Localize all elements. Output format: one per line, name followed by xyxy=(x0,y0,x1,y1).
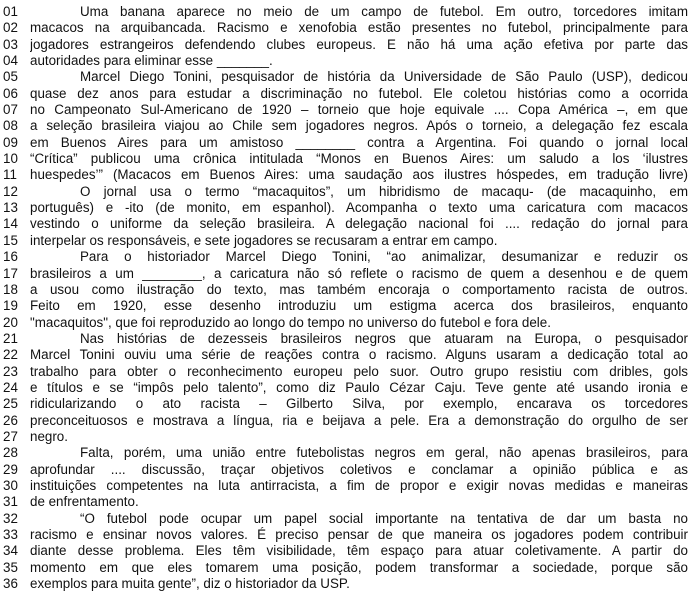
line-text: “O futebol pode ocupar um papel social importante na tentativa de dar um basta no xyxy=(80,510,688,526)
text-line xyxy=(0,576,699,592)
line-text: instituições competentes na luta antirracista, a fim de propor e exigir novas medidas e maneiras xyxy=(30,477,688,493)
text-line xyxy=(0,86,699,102)
line-text: a usou como ilustração do texto, mas também encoraja o comportamento racista de outros. xyxy=(30,281,688,297)
line-text: O jornal usa o termo “macaquitos”, um hibridismo de macaqu- (de macaquinho, em xyxy=(80,183,688,199)
line-text: Para o historiador Marcel Diego Tonini, “ao animalizar, desumanizar e reduzir os xyxy=(80,249,688,265)
line-text: Falta, porém, uma união entre futebolistas negros em geral, não apenas brasileiros, para xyxy=(80,445,688,461)
line-number: 01 xyxy=(3,4,18,19)
text-line xyxy=(0,102,699,118)
line-number: 14 xyxy=(3,216,18,232)
text-line xyxy=(0,233,699,249)
text-line xyxy=(0,249,699,265)
line-text: português) e -ito (de monito, em espanhol). Acompanha o texto uma caricatura com macacos xyxy=(30,200,688,216)
text-line xyxy=(0,151,699,167)
line-text: a seleção brasileira viajou ao Chile sem jogadores negros. Após o torneio, a delegação fez escala xyxy=(30,118,688,134)
text-line xyxy=(0,298,699,314)
text-line xyxy=(0,331,699,347)
text-line xyxy=(0,462,699,478)
line-text: negro. xyxy=(30,428,68,444)
line-number: 24 xyxy=(3,379,18,395)
line-text: trabalho para obter o reconhecimento europeu pelo suor. Outro grupo resistiu com dribles, gols xyxy=(30,363,688,379)
text-line xyxy=(0,396,699,412)
line-number: 30 xyxy=(3,477,18,493)
line-text: Marcel Diego Tonini, pesquisador de história da Universidade de São Paulo (USP), dedicou xyxy=(80,69,688,85)
line-text: diante desse problema. Eles têm visibilidade, têm espaço para atuar coletivamente. A partir do xyxy=(30,543,688,559)
line-text: exemplos para muita gente”, diz o historiador da USP. xyxy=(30,576,350,592)
line-text: Uma banana aparece no meio de um campo de futebol. Em outro, torcedores imitam xyxy=(80,4,688,19)
line-number: 03 xyxy=(3,36,18,52)
text-line xyxy=(0,511,699,527)
line-number: 11 xyxy=(3,167,17,183)
text-line xyxy=(0,200,699,216)
line-number: 26 xyxy=(3,412,18,428)
text-line xyxy=(0,135,699,151)
line-number: 35 xyxy=(3,559,18,575)
text-line xyxy=(0,364,699,380)
line-number: 13 xyxy=(3,200,18,216)
line-number: 31 xyxy=(3,494,18,510)
line-text: jogadores estrangeiros defendendo clubes europeus. E não há uma ação efetiva por parte das xyxy=(30,36,688,52)
line-text: brasileiros a um ________, a caricatura não só reflete o racismo de quem a desenhou e de quem xyxy=(30,265,688,281)
text-line xyxy=(0,266,699,282)
line-text: autoridades para eliminar esse _______. xyxy=(30,53,273,69)
text-line xyxy=(0,413,699,429)
line-number: 21 xyxy=(3,330,18,346)
line-number: 12 xyxy=(3,183,18,199)
text-line xyxy=(0,69,699,85)
line-number: 27 xyxy=(3,428,18,444)
line-text: preconceituosos e mostrava a língua, ria e beijava a pele. Era a demonstração do orgulho de ser xyxy=(30,412,688,428)
line-text: no Campeonato Sul-Americano de 1920 – torneio que hoje equivale .... Copa América –, em que xyxy=(30,102,688,118)
line-number: 32 xyxy=(3,510,18,526)
line-number: 15 xyxy=(3,232,18,248)
text-line xyxy=(0,184,699,200)
line-text: huespedes’” (Macacos em Buenos Aires: uma saudação aos ilustres hóspedes, em tradução livre) xyxy=(30,167,688,183)
text-line xyxy=(0,216,699,232)
line-text: Nas histórias de dezesseis brasileiros negros que atuaram na Europa, o pesquisador xyxy=(80,330,688,346)
line-text: de enfrentamento. xyxy=(30,494,139,510)
text-line xyxy=(0,315,699,331)
text-line xyxy=(0,20,699,36)
line-text: vestindo o uniforme da seleção brasileira. A delegação nacional foi .... redação do jornal para xyxy=(30,216,688,232)
line-text: em Buenos Aires para um amistoso ________ contra a Argentina. Foi quando o jornal local xyxy=(30,134,688,150)
text-line xyxy=(0,167,699,183)
text-line xyxy=(0,543,699,559)
line-number: 36 xyxy=(3,576,18,592)
text-line xyxy=(0,478,699,494)
line-text: macacos na arquibancada. Racismo e xenofobia estão presentes no futebol, principalmente para xyxy=(30,20,688,36)
line-text: "macaquitos", que foi reproduzido ao longo do tempo no universo do futebol e fora dele. xyxy=(30,314,551,330)
line-number: 28 xyxy=(3,445,18,461)
line-number: 05 xyxy=(3,69,18,85)
line-text: Feito em 1920, esse desenho introduziu um estigma acerca dos brasileiros, enquanto xyxy=(30,298,688,314)
line-number: 25 xyxy=(3,396,18,412)
text-line xyxy=(0,282,699,298)
line-number: 33 xyxy=(3,527,18,542)
line-number: 07 xyxy=(3,102,18,118)
line-number: 34 xyxy=(3,543,18,559)
text-line xyxy=(0,445,699,461)
line-number: 09 xyxy=(3,134,18,150)
line-number: 16 xyxy=(3,249,18,265)
text-line xyxy=(0,347,699,363)
line-number: 10 xyxy=(3,151,18,167)
line-number: 04 xyxy=(3,53,18,69)
text-line xyxy=(0,560,699,576)
line-text: ridicularizando o ato racista – Gilberto Silva, por exemplo, encarava os torcedores xyxy=(30,396,688,412)
line-text: e títulos e se “impôs pelo talento”, como diz Paulo Cézar Caju. Teve gente até usando ironia e xyxy=(30,379,688,395)
line-text: momento em que eles tomarem uma posição, podem transformar a sociedade, porque são xyxy=(30,559,688,575)
line-text: aprofundar .... discussão, traçar objetivos coletivos e conclamar a opinião pública e as xyxy=(30,461,688,477)
text-line xyxy=(0,494,699,510)
line-number: 18 xyxy=(3,281,18,297)
line-number: 08 xyxy=(3,118,18,134)
line-number: 02 xyxy=(3,20,18,36)
line-number: 06 xyxy=(3,85,18,101)
text-line xyxy=(0,118,699,134)
line-text: “Crítica” publicou uma crônica intitulada “Monos en Buenos Aires: um saludo a los ‘ilustres xyxy=(30,151,688,167)
text-line xyxy=(0,429,699,445)
line-text: Marcel Tonini ouviu uma série de reações contra o racismo. Alguns usaram a dedicação total ao xyxy=(30,347,688,363)
line-number: 17 xyxy=(3,265,18,281)
text-line xyxy=(0,527,699,543)
line-number: 23 xyxy=(3,363,18,379)
line-number: 20 xyxy=(3,314,18,330)
line-number: 19 xyxy=(3,298,18,314)
text-line xyxy=(0,37,699,53)
line-text: quase dez anos para estudar a discriminação no futebol. Ele coletou histórias como a ocorrida xyxy=(30,85,688,101)
line-number: 29 xyxy=(3,461,18,477)
text-line xyxy=(0,4,699,20)
line-text: interpelar os responsáveis, e sete jogadores se recusaram a entrar em campo. xyxy=(30,232,498,248)
line-number: 22 xyxy=(3,347,18,363)
text-line xyxy=(0,53,699,69)
line-text: racismo e ensinar novos valores. É preciso pensar de que maneira os jogadores podem contribuir xyxy=(30,527,688,542)
text-line xyxy=(0,380,699,396)
